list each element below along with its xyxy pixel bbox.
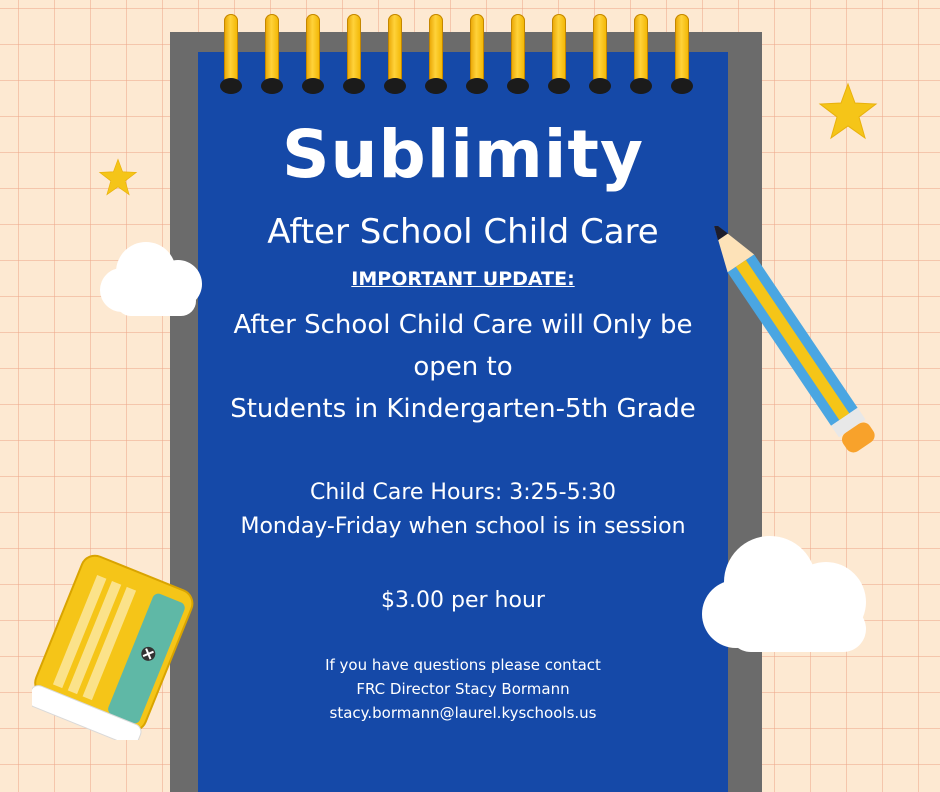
ring-icon [552,14,566,94]
notice-line: Students in Kindergarten-5th Grade [230,394,696,424]
ring-icon [388,14,402,94]
ring-icon [224,14,238,94]
hours-line: Child Care Hours: 3:25-5:30 [309,480,617,505]
update-heading: IMPORTANT UPDATE: [351,268,575,290]
notice-line: After School Child Care will Only be [233,310,693,340]
contact-line: If you have questions please contact [325,656,601,674]
pencil-icon [690,226,880,476]
cloud-icon [700,530,880,658]
contact-email: stacy.bormann@laurel.kyschools.us [329,704,597,722]
ring-icon [634,14,648,94]
notice-line: open to [413,352,513,382]
days-line: Monday-Friday when school is in session [240,514,686,539]
ring-icon [511,14,525,94]
ring-icon [265,14,279,94]
ring-icon [593,14,607,94]
ring-icon [675,14,689,94]
flyer-title: Sublimity [282,116,644,193]
ring-icon [429,14,443,94]
star-icon [818,82,878,140]
sharpener-icon [32,540,208,740]
ring-icon [347,14,361,94]
spiral-binding [220,14,710,96]
cloud-icon [96,238,212,320]
flyer-subtitle: After School Child Care [267,212,659,252]
price-text: $3.00 per hour [381,588,545,613]
star-icon [98,158,138,196]
contact-line: FRC Director Stacy Bormann [356,680,570,698]
ring-icon [306,14,320,94]
ring-icon [470,14,484,94]
